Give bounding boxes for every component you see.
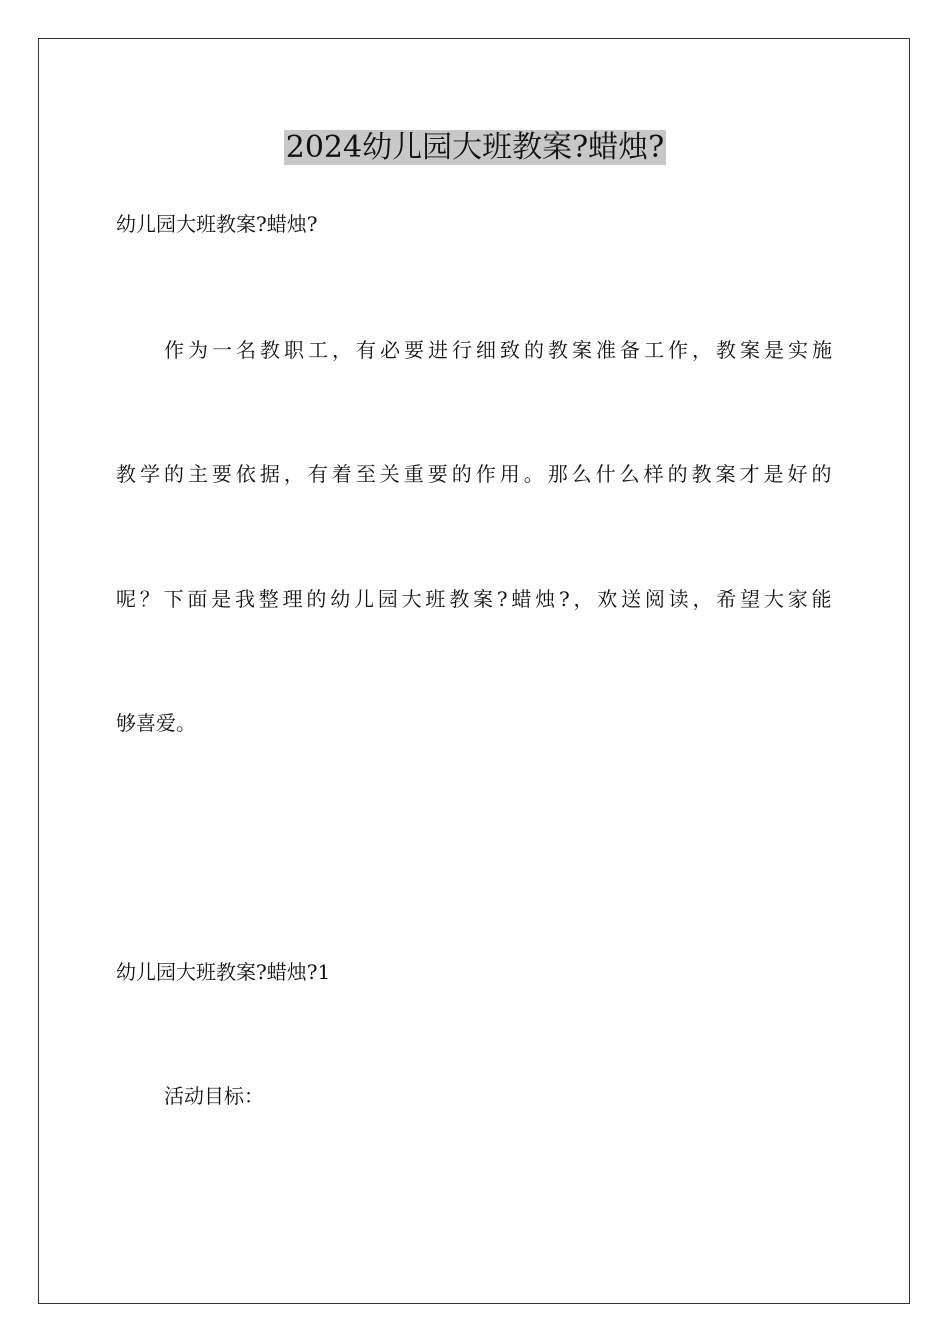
section-heading: 幼儿园大班教案?蜡烛?1 — [116, 960, 331, 984]
document-title-text: 2024幼儿园大班教案?蜡烛? — [285, 130, 665, 165]
intro-line-3: 呢？下面是我整理的幼儿园大班教案?蜡烛?，欢送阅读，希望大家能 — [116, 587, 832, 611]
document-title — [0, 128, 950, 168]
document-subtitle: 幼儿园大班教案?蜡烛? — [116, 212, 318, 236]
activity-goals-label: 活动目标： — [164, 1084, 264, 1108]
intro-line-1: 作为一名教职工，有必要进行细致的教案准备工作，教案是实施 — [164, 338, 832, 362]
intro-line-2: 教学的主要依据，有着至关重要的作用。那么什么样的教案才是好的 — [116, 462, 832, 486]
intro-line-4: 够喜爱。 — [116, 711, 196, 735]
